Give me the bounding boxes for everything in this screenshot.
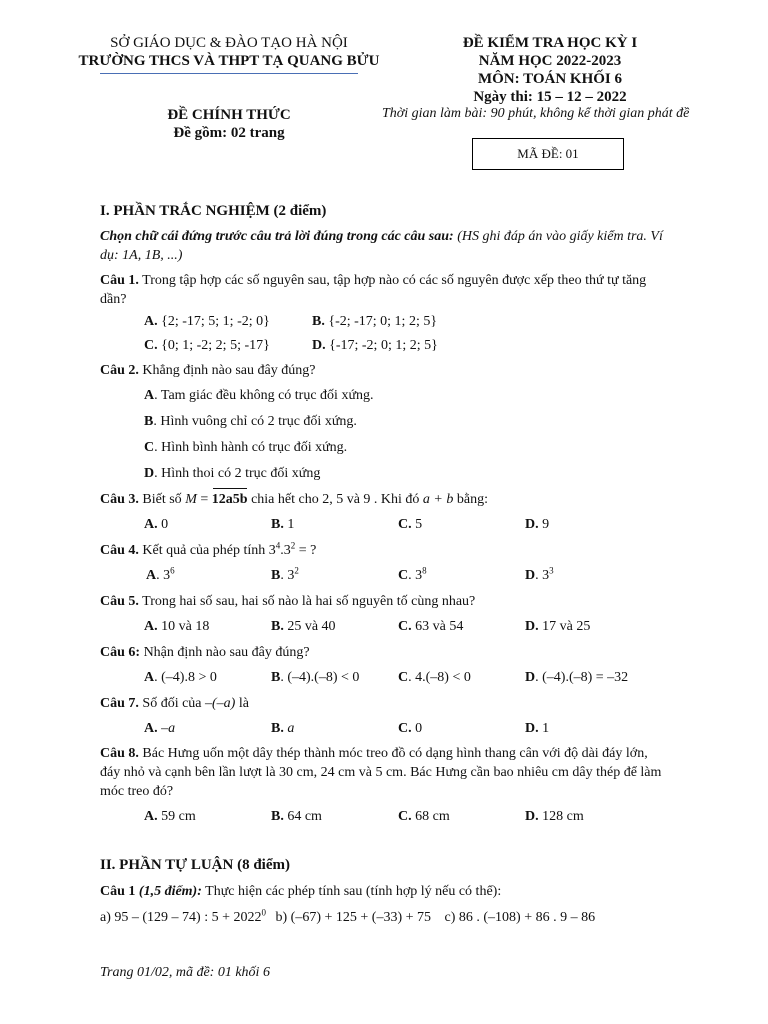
q1-label: Câu 1.: [100, 273, 139, 288]
part-a: a) 95 – (129 – 74) : $5 + 2022^0$: [100, 907, 266, 925]
essay-question-1-parts: [100, 909, 595, 927]
school-name: TRƯỜNG THCS VÀ THPT TẠ QUANG BỬU: [78, 53, 380, 69]
question-2: [100, 361, 670, 380]
exam-code-box: [472, 138, 624, 170]
page-footer: Trang 01/02, mã đề: 01 khối 6: [100, 965, 270, 980]
q3-option-c: C. 5: [398, 517, 423, 532]
q8-option-c: C. 68 cm: [398, 809, 450, 824]
q2-option-c: C. Hình bình hành có trục đối xứng.: [144, 440, 348, 455]
q3-option-d: D. 9: [525, 517, 550, 532]
question-7: Câu 7. Số đối của –(–a) là: [100, 696, 249, 711]
q7-label: Câu 7.: [100, 696, 139, 711]
exam-date: Ngày thi: 15 – 12 – 2022: [473, 89, 627, 105]
q2-text: Khẳng định nào sau đây đúng?: [142, 363, 316, 378]
part1-instruction: [100, 227, 670, 265]
q1-text: Trong tập hợp các số nguyên sau, tập hợp nào có các số nguyên được xếp theo thứ tự tăng dần?: [100, 273, 647, 307]
subject: MÔN: TOÁN KHỐI 6: [477, 71, 623, 87]
q4-option-a: A. $3^6$: [146, 565, 175, 583]
question-1: [100, 271, 670, 309]
q1-option-a: A. {2; -17; 5; 1; -2; 0}: [144, 314, 270, 329]
q6-option-b: B. (–4).(–8) < 0: [271, 670, 360, 685]
q7-option-b: B. a: [271, 721, 295, 736]
question-4: Câu 4. Kết quả của phép tính $3^4.3^2$ = ?: [100, 540, 317, 558]
q3-label: Câu 3.: [100, 492, 139, 507]
q8-option-a: A. 59 cm: [144, 809, 196, 824]
exam-code: MÃ ĐỀ: 01: [517, 146, 579, 161]
q8-option-d: D. 128 cm: [525, 809, 584, 824]
q3-option-a: A. 0: [144, 517, 169, 532]
q1-option-b: B. {-2; -17; 0; 1; 2; 5}: [312, 314, 438, 329]
question-3: Câu 3. Biết số M = 12a5b chia hết cho 2, 5 và 9 . Khi đó a + b bằng:: [100, 492, 488, 507]
q6-option-d: D. (–4).(–8) = –32: [525, 670, 629, 685]
q4-option-c: C. $3^8$: [398, 565, 427, 583]
dept-name: SỞ GIÁO DỤC & ĐÀO TẠO HÀ NỘI: [110, 35, 348, 51]
school-year: NĂM HỌC 2022-2023: [478, 53, 622, 69]
school-underline: [100, 73, 358, 74]
q4-option-b: B. $3^2$: [271, 565, 299, 583]
essay-question-1: Câu 1 (1,5 điểm): Thực hiện các phép tính sau (tính hợp lý nếu có thể):: [100, 884, 502, 899]
q4-option-d: D. $3^3$: [525, 565, 554, 583]
instruction-bold: Chọn chữ cái đứng trước câu trả lời đúng trong các câu sau:: [100, 229, 454, 244]
q1-option-c: C. {0; 1; -2; 2; 5; -17}: [144, 338, 270, 353]
part2-title: II. PHẦN TỰ LUẬN (8 điểm): [100, 857, 290, 873]
q5-option-d: D. 17 và 25: [525, 619, 591, 634]
page-count: Đề gồm: 02 trang: [173, 125, 285, 141]
q7-option-d: D. 1: [525, 721, 550, 736]
q7-option-a: A. –a: [144, 721, 176, 736]
q5-label: Câu 5.: [100, 594, 139, 609]
q7-option-c: C. 0: [398, 721, 423, 736]
q3-overlined-number: 12a5b: [211, 492, 248, 507]
q5-option-c: C. 63 và 54: [398, 619, 464, 634]
q5-option-a: A. 10 và 18: [144, 619, 210, 634]
official-label: ĐỀ CHÍNH THỨC: [167, 107, 291, 123]
exam-duration: Thời gian làm bài: 90 phút, không kể thời gian phát đề: [382, 106, 690, 121]
question-8: Câu 8. Bác Hưng uốn một dây thép thành móc treo đồ có dạng hình thang cân với độ dài đáy lớn, đáy nhỏ và cạnh bên lần lượt là 30 cm, 24 cm và 5 cm. Bác Hưng cần bao nhiêu cm dây thép để làm móc treo đó?: [100, 746, 662, 799]
q5-option-b: B. 25 và 40: [271, 619, 336, 634]
q2-label: Câu 2.: [100, 363, 139, 378]
part-b: b) (–67) + 125 + (–33) + 75: [275, 910, 431, 925]
exam-title: ĐỀ KIỂM TRA HỌC KỲ I: [462, 35, 638, 51]
q4-label: Câu 4.: [100, 543, 139, 558]
question-5: Câu 5. Trong hai số sau, hai số nào là hai số nguyên tố cùng nhau?: [100, 594, 476, 609]
part1-title: I. PHẦN TRẮC NGHIỆM (2 điểm): [100, 203, 327, 219]
q2-option-b: B. Hình vuông chỉ có 2 trục đối xứng.: [144, 414, 357, 429]
q2-option-d: D. Hình thoi có 2 trục đối xứng: [144, 466, 321, 481]
q6-option-c: C. 4.(–8) < 0: [398, 670, 471, 685]
q8-option-b: B. 64 cm: [271, 809, 322, 824]
q2-option-a: A. Tam giác đều không có trục đối xứng.: [144, 388, 374, 403]
q8-label: Câu 8.: [100, 746, 139, 761]
question-6: Câu 6: Nhận định nào sau đây đúng?: [100, 645, 310, 660]
q6-label: Câu 6:: [100, 645, 141, 660]
instruction-note: (HS ghi đáp án vào giấy kiểm tra. Ví dụ: 1A, 1B, ...): [100, 229, 663, 263]
part-c: c) 86 . (–108) + 86 . 9 – 86: [444, 910, 596, 925]
q6-option-a: A. (–4).8 > 0: [144, 670, 217, 685]
q1-option-d: D. {-17; -2; 0; 1; 2; 5}: [312, 338, 438, 353]
q3-option-b: B. 1: [271, 517, 295, 532]
